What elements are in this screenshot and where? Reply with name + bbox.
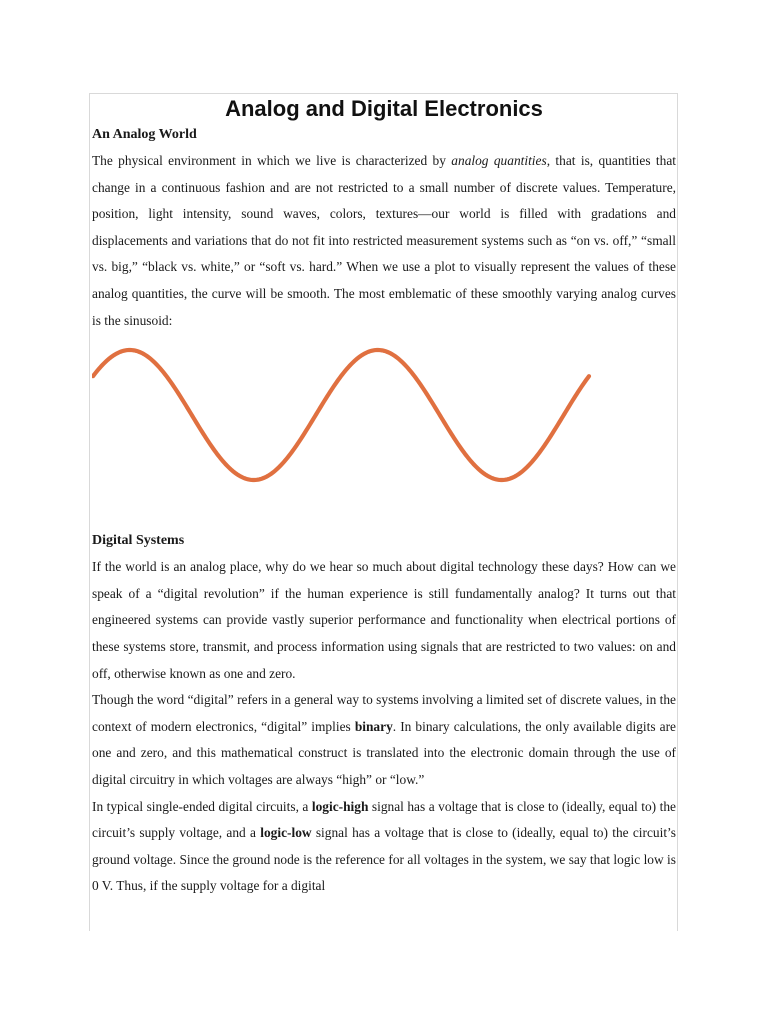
section-heading-digital-systems: Digital Systems (92, 533, 185, 549)
emphasis-analog-quantities: analog quantities (451, 153, 547, 168)
paragraph-text: In typical single-ended digital circuits, a (92, 798, 312, 814)
sinusoid-wave-image (92, 334, 592, 524)
paragraph-text: The physical environment in which we live is characterized by (92, 153, 452, 168)
paragraph-text: signal has a voltage that is close to (ideally, equal to) the circuit’s supply voltage, and a (92, 798, 676, 841)
paragraph-text: . In binary calculations, the only available digits are one and zero, and this mathematical construct is translated into the electronic domain through the use of digital circuitry in which voltages are always “high” or “low.” (92, 718, 676, 787)
section-heading-analog-world: An Analog World (92, 127, 197, 142)
sinusoid-curve (93, 350, 589, 480)
bold-logic-low: logic-low (260, 825, 312, 841)
document-page (89, 93, 678, 931)
sinusoid-figure (92, 334, 676, 528)
document-title: Analog and Digital Electronics (225, 96, 543, 121)
paragraph-digital-3 (92, 794, 676, 900)
paragraph-text: Though the word “digital” refers in a general way to systems involving a limited set of discrete values, in the context of modern electronics, “digital” implies (92, 692, 676, 734)
paragraph-digital-1: If the world is an analog place, why do we hear so much about digital technology these days? How can we speak of a “digital revolution” if the human experience is still fundamentally analog? It turns out that engineered systems can provide vastly superior performance and functionality when electrical portions of these systems store, transmit, and process information using signals that are restricted to two values: on and off, otherwise known as one and zero. (92, 559, 676, 681)
bold-binary: binary (354, 718, 393, 734)
paragraph-analog-world (92, 148, 676, 334)
bold-logic-high: logic-high (311, 798, 369, 814)
paragraph-digital-2 (92, 687, 676, 793)
paragraph-text: signal has a voltage that is close to (ideally, equal to) the circuit’s ground voltage. Since the ground node is the reference for all voltages in the system, we say that logic low is 0 V. Thus, if the supply voltage for a digital (92, 825, 676, 894)
paragraph-text: , that is, quantities that change in a continuous fashion and are not restricted to a small number of discrete values. Temperature, position, light intensity, sound waves, colors, textures—our world is filled with gradations and displacements and variations that do not fit into restricted measurement systems such as “on vs. off,” “small vs. big,” “black vs. white,” or “soft vs. hard.” When we use a plot to visually represent the values of these analog quantities, the curve will be smooth. The most emblematic of these smoothly varying analog curves is the sinusoid: (92, 153, 676, 328)
